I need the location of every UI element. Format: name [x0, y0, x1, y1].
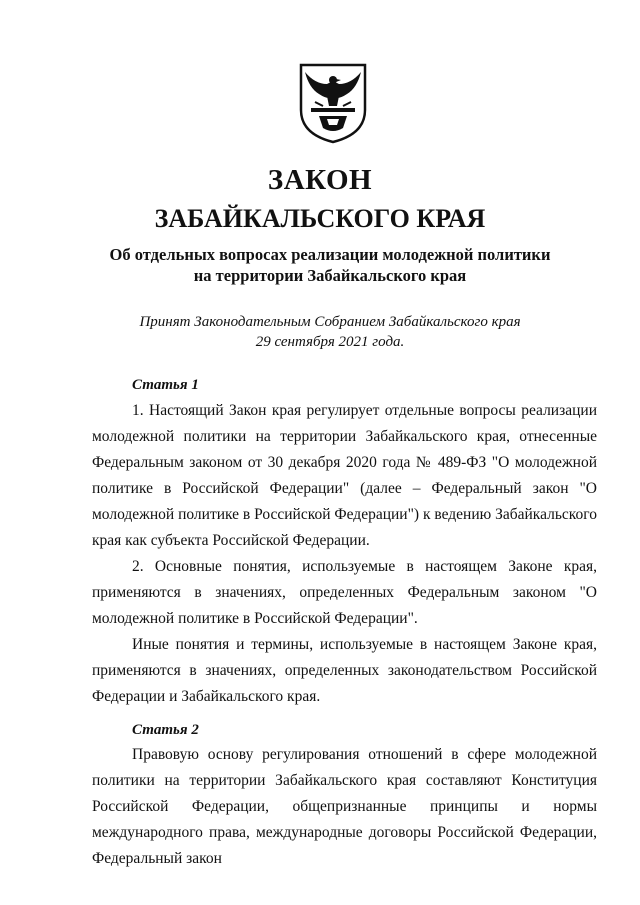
law-subject: [60, 244, 600, 286]
region-title: ЗАБАЙКАЛЬСКОГО КРАЯ: [154, 204, 486, 233]
coat-of-arms-eagle-icon: [297, 62, 369, 144]
article-1-heading: Статья 1: [132, 377, 199, 393]
article-1-paragraph-3: Иные понятия и термины, используемые в настоящем Законе края, применяются в значениях, определенных законодательством Российской Федерации и Забайкальского края.: [92, 636, 597, 705]
article-2-heading: Статья 2: [132, 722, 199, 738]
adoption-note: [60, 312, 600, 352]
law-subject-line-1: Об отдельных вопросах реализации молодежной политики: [109, 245, 551, 264]
law-title: ЗАКОН: [267, 164, 373, 196]
law-subject-line-2: на территории Забайкальского края: [193, 266, 467, 285]
article-1-paragraph-1: 1. Настоящий Закон края регулирует отдельные вопросы реализации молодежной политики на территории Забайкальского края, отнесенные Федеральным законом от 30 декабря 2020 года № 489-ФЗ "О молодежной политике в Российской Федерации" (далее – Федеральный закон "О молодежной политике в Российской Федерации") к ведению Забайкальского края как субъекта Российской Федерации.: [92, 402, 597, 549]
article-1-paragraph-2: 2. Основные понятия, используемые в настоящем Законе края, применяются в значениях, определенных Федеральным законом "О молодежной политике в Российской Федерации".: [92, 558, 597, 627]
adoption-note-line-1: Принят Законодательным Собранием Забайкальского края: [139, 314, 521, 330]
adoption-date: 29 сентября 2021 года.: [255, 334, 405, 350]
article-2-paragraph-1: Правовую основу регулирования отношений в сфере молодежной политики на территории Забайкальского края составляют Конституция Российской Федерации, общепризнанные принципы и нормы международного права, международные договоры Российской Федерации, Федеральный закон: [92, 746, 597, 867]
